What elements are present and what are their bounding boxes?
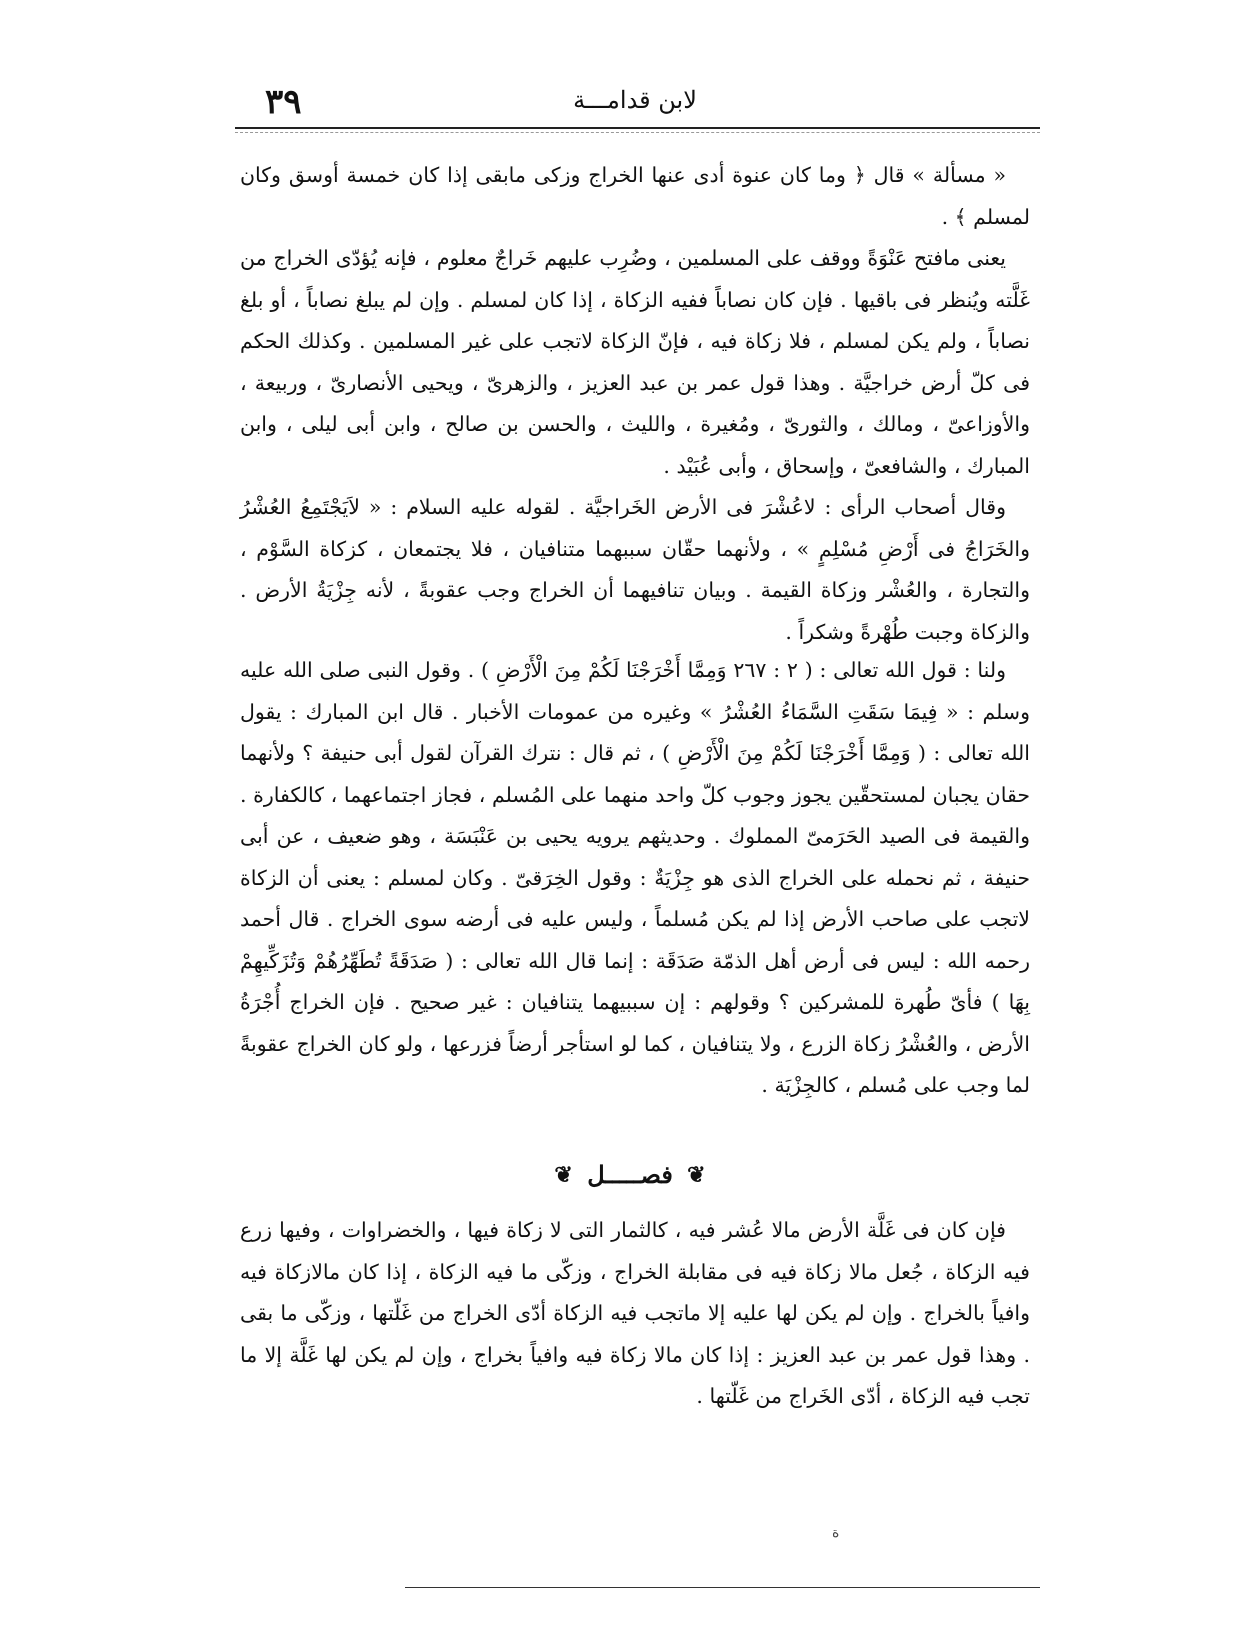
page-header (235, 78, 1035, 128)
ornament-left-icon: ❦ (554, 1161, 573, 1188)
header-rule (235, 127, 1040, 129)
page-number: ٣٩ (265, 82, 302, 122)
paragraph: « مسألة » قال ﴿ وما كان عنوة أدى عنها الخراج وزكى مابقى إذا كان خمسة أوسق وكان لمسلم ﴾ . (240, 163, 1030, 229)
paragraph: وقال أصحاب الرأى : لاعُشْرَ فى الأرض الخَراجيَّة . لقوله عليه السلام : « لاَيَجْتَمِعُ العُشْرُ والخَرَاجُ فى أَرْضِ مُسْلِمٍ » ، ولأنهما حقّان سببهما متنافيان ، فلا يجتمعان ، كزكاة السَّوْم ، والتجارة ، والعُشْر وزكاة القيمة . وبيان تنافيهما أن الخراج وجب عقوبةً ، لأنه جِزْيَةُ الأرض . والزكاة وجبت طُهْرةً وشكراً . (240, 495, 1030, 644)
stray-mark: ﺓ (832, 1525, 840, 1541)
running-title: لابن قدامـــة (573, 86, 697, 114)
paragraph: يعنى مافتح عَنْوَةً ووقف على المسلمين ، وضُرِب عليهم خَراجٌ معلوم ، فإنه يُؤدّى الخراج من غَلَّته ويُنظر فى باقيها . فإن كان نصاباً ففيه الزكاة ، إذا كان لمسلم . وإن لم يبلغ نصاباً ، أو بلغ نصاباً ، ولم يكن لمسلم ، فلا زكاة فيه ، فإنّ الزكاة لاتجب على غير المسلمين . وكذلك الحكم فى كلّ أرض خراجيَّة . وهذا قول عمر بن عبد العزيز ، والزهرىّ ، ويحيى الأنصارىّ ، وربيعة ، والأوزاعىّ ، ومالك ، والثورىّ ، ومُغيرة ، والليث ، والحسن بن صالح ، وابن أبى ليلى ، وابن المبارك ، والشافعىّ ، وإسحاق ، وأبى عُبَيْد . (240, 246, 1030, 478)
section-heading (440, 1158, 820, 1198)
header-rule-secondary (235, 132, 1040, 133)
paragraph: فإن كان فى غَلَّة الأرض مالا عُشر فيه ، كالثمار التى لا زكاة فيها ، والخضراوات ، وفيها زرع فيه الزكاة ، جُعل مالا زكاة فيه فى مقابلة الخراج ، وزكّى ما فيه الزكاة ، إذا كان مالازكاة فيه وافياً بالخراج . وإن لم يكن لها عليه إلا ماتجب فيه الزكاة أدّى الخراج من غَلّتها ، وزكّى ما بقى . وهذا قول عمر بن عبد العزيز : إذا كان مالا زكاة فيه وافياً بخراج ، وإن لم يكن لها غَلَّة إلا ما تجب فيه الزكاة ، أدّى الخَراج من غَلّتها . (240, 1218, 1030, 1408)
section-title: فصـــــل (587, 1160, 673, 1189)
text-block-evidence (240, 650, 1030, 1107)
paragraph: ولنا : قول الله تعالى : ( ٢ : ٢٦٧ وَمِمَّا أَخْرَجْنَا لَكُمْ مِنَ الْأَرْضِ ) . وقول النبى صلى الله عليه وسلم : « فِيمَا سَقَتِ السَّمَاءُ العُشْرُ » وغيره من عمومات الأخبار . قال ابن المبارك : يقول الله تعالى : ( وَمِمَّا أَخْرَجْنَا لَكُمْ مِنَ الْأَرْضِ ) ، ثم قال : نترك القرآن لقول أبى حنيفة ؟ ولأنهما حقان يجبان لمستحقّين يجوز وجوب كلّ واحد منهما على المُسلم ، فجاز اجتماعهما ، كالكفارة . والقيمة فى الصيد الحَرَمىّ المملوك . وحديثهم يرويه يحيى بن عَنْبَسَة ، وهو ضعيف ، عن أبى حنيفة ، ثم نحمله على الخراج الذى هو جِزْيَةٌ : وقول الخِرَقىّ . وكان لمسلم : يعنى أن الزكاة لاتجب على صاحب الأرض إذا لم يكن مُسلماً ، وليس عليه فى أرضه سوى الخراج . قال أحمد رحمه الله : ليس فى أرض أهل الذمّة صَدَقَة : إنما قال الله تعالى : ( صَدَقَةً تُطَهِّرُهُمْ وَتُزَكِّيهِمْ بِهَا ) فأىّ طُهرة للمشركين ؟ وقولهم : إن سببيهما يتنافيان : غير صحيح . فإن الخراج أُجْرَةُ الأرض ، والعُشْرُ زكاة الزرع ، ولا يتنافيان ، كما لو استأجر أرضاً فزرعها ، ولو كان الخراج عقوبةً لما وجب على مُسلم ، كالجِزْيَة . (240, 658, 1030, 1097)
text-block-fasl (240, 1210, 1030, 1418)
ornament-right-icon: ❦ (687, 1161, 706, 1188)
text-block-masala (240, 155, 1030, 653)
footer-rule (405, 1587, 1040, 1588)
